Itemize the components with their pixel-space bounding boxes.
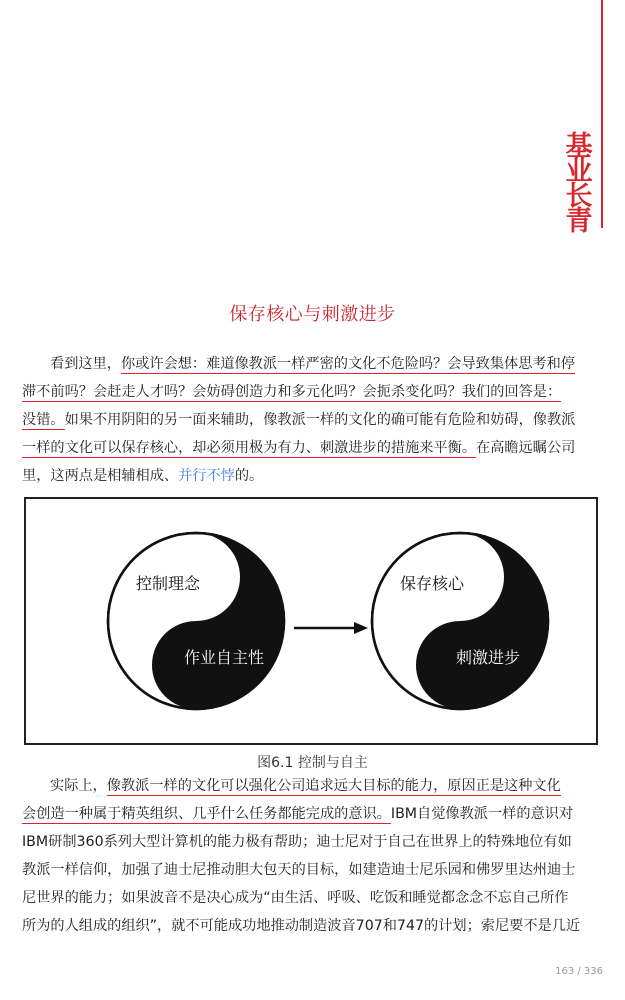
text-line	[22, 406, 602, 434]
page-number: 163 / 336	[555, 966, 603, 977]
text-span: 在高瞻远瞩公司	[476, 440, 576, 456]
text-line	[22, 434, 602, 462]
text-line	[22, 378, 602, 406]
brand-char: 长	[565, 181, 593, 212]
text-line	[22, 772, 602, 800]
brand-char: 基	[565, 131, 593, 162]
text-span: 如果不用阴阳的另一面来辅助，像教派一样的文化的确可能有危险和妨碍，像教派	[64, 412, 576, 428]
brand-char: 青	[565, 206, 593, 237]
highlight[interactable]: 会创造一种属于精英组织、几乎什么任务都能完成的意识。	[22, 806, 391, 822]
text-line	[22, 800, 602, 828]
text-line	[22, 462, 602, 490]
text-span: 看到这里，	[50, 356, 121, 372]
text-span: 里，这两点是相辅相成、	[22, 468, 179, 484]
text-line: 尼世界的能力；如果波音不是决心成为“由生活、呼吸、吃饭和睡觉都念念不忘自己所作	[22, 890, 569, 906]
text-line: 教派一样信仰，加强了迪士尼推动胆大包天的目标，如建造迪士尼乐园和佛罗里达州迪士	[22, 862, 576, 878]
figure-yin-yang	[24, 497, 598, 745]
yin-yang-diagram	[26, 499, 596, 743]
highlight[interactable]: 没错。	[22, 412, 65, 428]
section-title: 保存核心与刺激进步	[229, 304, 396, 325]
yin-yang-left	[108, 533, 284, 709]
label-right-bottom: 刺激进步	[455, 648, 521, 667]
brand-char: 业	[565, 156, 593, 187]
highlight[interactable]: 一样的文化可以保存核心，却必须用极为有力、刺激进步的措施来平衡。	[22, 440, 477, 456]
figure-caption: 图6.1 控制与自主	[257, 755, 368, 771]
brand-vertical-title	[561, 131, 597, 237]
highlight[interactable]: 滞不前吗？会赶走人才吗？会妨碍创造力和多元化吗？会扼杀变化吗？我们的回答是：	[22, 384, 562, 400]
label-left-bottom: 作业自主性	[183, 648, 265, 667]
text-line: IBM研制360系列大型计算机的能力极有帮助；迪士尼对于自己在世界上的特殊地位有如	[22, 834, 572, 850]
paragraph-1	[22, 350, 602, 490]
yin-yang-right	[372, 533, 548, 709]
label-right-top: 保存核心	[399, 574, 465, 593]
text-span: 实际上，	[50, 778, 107, 794]
highlight[interactable]: 你或许会想：难道像教派一样严密的文化不危险吗？会导致集体思考和停	[120, 356, 575, 372]
text-line: 所为的人组成的组织”，就不可能成功地推动制造波音707和747的计划；索尼要不是几近	[22, 918, 581, 934]
term-link[interactable]: 并行不悖	[178, 468, 235, 484]
paragraph-2	[22, 772, 602, 940]
arrow-icon	[294, 622, 368, 634]
text-span: IBM自觉像教派一样的意识对	[390, 806, 574, 822]
text-line	[22, 350, 602, 378]
text-span: 的。	[234, 468, 264, 484]
label-left-top: 控制理念	[135, 574, 201, 593]
highlight[interactable]: 像教派一样的文化可以强化公司追求远大目标的能力，原因正是这种文化	[106, 778, 561, 794]
brand-red-bar	[601, 0, 603, 228]
